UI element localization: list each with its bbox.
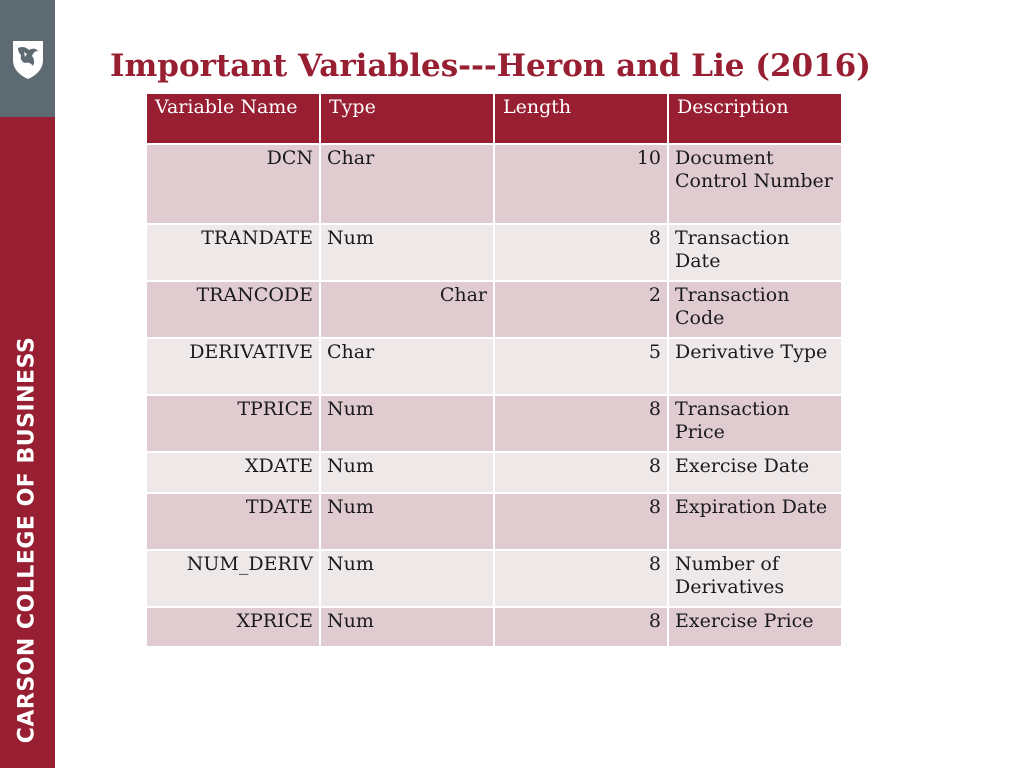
cell-type: Char xyxy=(320,281,494,338)
cell-type: Char xyxy=(320,144,494,224)
cell-type: Num xyxy=(320,550,494,607)
table-row xyxy=(146,338,842,395)
table-row xyxy=(146,395,842,452)
cell-type: Char xyxy=(320,338,494,395)
cell-type: Num xyxy=(320,607,494,647)
cell-description: Transaction Code xyxy=(668,281,842,338)
cell-type: Num xyxy=(320,224,494,281)
cell-description: Expiration Date xyxy=(668,493,842,550)
slide-title: Important Variables---Heron and Lie (2016) xyxy=(110,48,871,84)
cell-length: 10 xyxy=(494,144,668,224)
cell-length: 8 xyxy=(494,452,668,493)
cell-length: 8 xyxy=(494,395,668,452)
cell-variable-name: DERIVATIVE xyxy=(146,338,320,395)
cell-description: Transaction Date xyxy=(668,224,842,281)
cell-variable-name: DCN xyxy=(146,144,320,224)
cell-variable-name: TPRICE xyxy=(146,395,320,452)
college-name: CARSON COLLEGE OF BUSINESS xyxy=(14,336,40,744)
cell-description: Exercise Price xyxy=(668,607,842,647)
variables-table xyxy=(145,92,843,648)
sidebar-top-band xyxy=(0,0,55,117)
cell-variable-name: XPRICE xyxy=(146,607,320,647)
table-row xyxy=(146,281,842,338)
cell-variable-name: NUM_DERIV xyxy=(146,550,320,607)
table-row xyxy=(146,144,842,224)
table-row xyxy=(146,493,842,550)
header-length: Length xyxy=(494,93,668,144)
cell-variable-name: TDATE xyxy=(146,493,320,550)
header-type: Type xyxy=(320,93,494,144)
header-variable-name: Variable Name xyxy=(146,93,320,144)
table-header-row xyxy=(146,93,842,144)
cell-length: 2 xyxy=(494,281,668,338)
table-row xyxy=(146,224,842,281)
cell-type: Num xyxy=(320,452,494,493)
cell-description: Transaction Price xyxy=(668,395,842,452)
header-description: Description xyxy=(668,93,842,144)
cell-description: Derivative Type xyxy=(668,338,842,395)
table-row xyxy=(146,550,842,607)
cell-length: 8 xyxy=(494,550,668,607)
cell-length: 8 xyxy=(494,493,668,550)
cell-variable-name: TRANCODE xyxy=(146,281,320,338)
cell-variable-name: XDATE xyxy=(146,452,320,493)
wsu-cougar-shield-icon xyxy=(10,38,46,80)
cell-description: Number of Derivatives xyxy=(668,550,842,607)
table-row xyxy=(146,607,842,647)
cell-length: 8 xyxy=(494,607,668,647)
table-row xyxy=(146,452,842,493)
cell-description: Exercise Date xyxy=(668,452,842,493)
cell-length: 8 xyxy=(494,224,668,281)
cell-type: Num xyxy=(320,395,494,452)
cell-length: 5 xyxy=(494,338,668,395)
cell-variable-name: TRANDATE xyxy=(146,224,320,281)
cell-description: Document Control Number xyxy=(668,144,842,224)
cell-type: Num xyxy=(320,493,494,550)
